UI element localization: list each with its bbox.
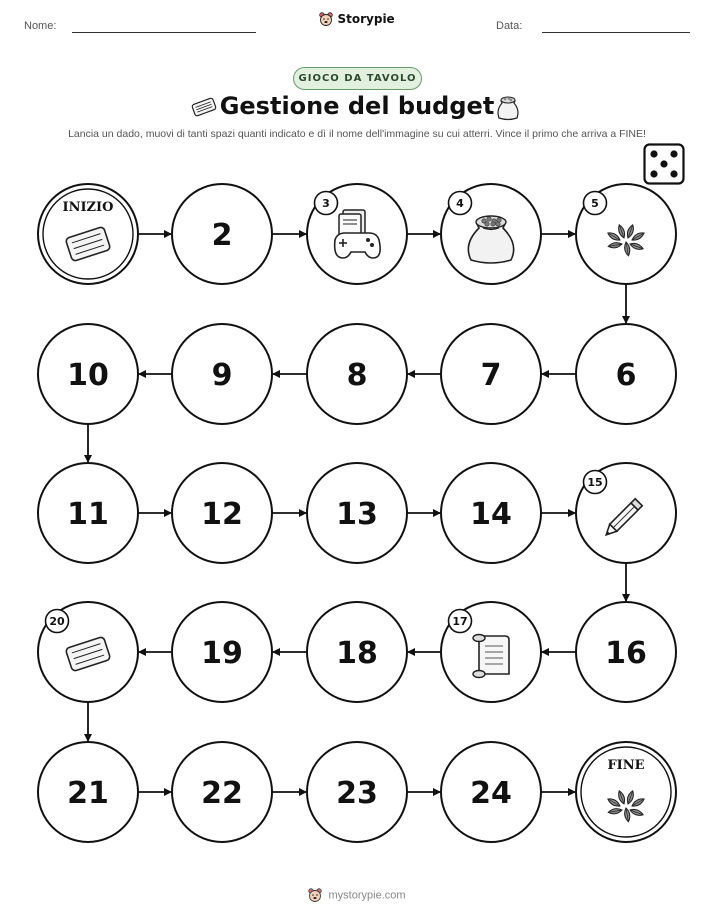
footer-url: mystorypie.com [328,889,406,902]
board-space-19[interactable] [172,602,272,702]
space-number: 18 [336,636,378,671]
footer [0,888,714,903]
board-space-9[interactable] [172,324,272,424]
name-label: Nome: [24,20,57,32]
space-number: 21 [67,776,109,811]
board-space-1[interactable] [38,184,138,284]
board-space-15[interactable] [576,463,676,563]
board-space-8[interactable] [307,324,407,424]
space-number: 7 [480,358,502,393]
space-number: 13 [336,497,378,532]
space-badge-number: 15 [587,476,603,489]
board-space-25[interactable] [576,742,676,842]
space-number: 6 [615,358,637,393]
space-badge-number: 4 [456,197,464,210]
instructions: Lancia un dado, muovi di tanti spazi quanti indicato e dì il nome dell'immagine su cui atterri. Vince il primo che arriva a FINE! [68,128,646,140]
space-number: 16 [605,636,647,671]
board-space-3[interactable] [307,184,407,284]
board-space-24[interactable] [441,742,541,842]
space-circle [576,742,676,842]
board-space-13[interactable] [307,463,407,563]
space-badge-number: 3 [322,197,330,210]
end-label: FINE [607,758,645,773]
board-space-4[interactable] [441,184,541,284]
board-space-10[interactable] [38,324,138,424]
space-number: 2 [211,218,233,253]
board-space-2[interactable] [172,184,272,284]
page-title: Gestione del budget [219,92,495,120]
space-number: 24 [470,776,512,811]
board-space-21[interactable] [38,742,138,842]
board-space-11[interactable] [38,463,138,563]
board-space-22[interactable] [172,742,272,842]
date-label: Data: [496,20,523,32]
space-badge-number: 5 [591,197,599,210]
board-space-6[interactable] [576,324,676,424]
brand-name: Storypie [337,12,395,26]
space-number: 9 [211,358,233,393]
board-space-7[interactable] [441,324,541,424]
board-space-23[interactable] [307,742,407,842]
board-space-20[interactable] [38,602,138,702]
space-number: 19 [201,636,243,671]
space-number: 8 [346,358,368,393]
space-number: 23 [336,776,378,811]
board-space-14[interactable] [441,463,541,563]
space-number: 11 [67,497,109,532]
start-label: INIZIO [62,200,114,215]
space-badge-number: 17 [452,615,468,628]
space-number: 10 [67,358,109,393]
board-space-18[interactable] [307,602,407,702]
board-space-12[interactable] [172,463,272,563]
space-badge-number: 20 [49,615,65,628]
bear-icon [308,888,322,903]
space-number: 14 [470,497,512,532]
space-number: 22 [201,776,243,811]
scroll-icon [473,635,509,678]
board-space-16[interactable] [576,602,676,702]
board-space-17[interactable] [441,602,541,702]
category-badge: GIOCO DA TAVOLO [293,67,422,90]
board-space-5[interactable] [576,184,676,284]
space-number: 12 [201,497,243,532]
